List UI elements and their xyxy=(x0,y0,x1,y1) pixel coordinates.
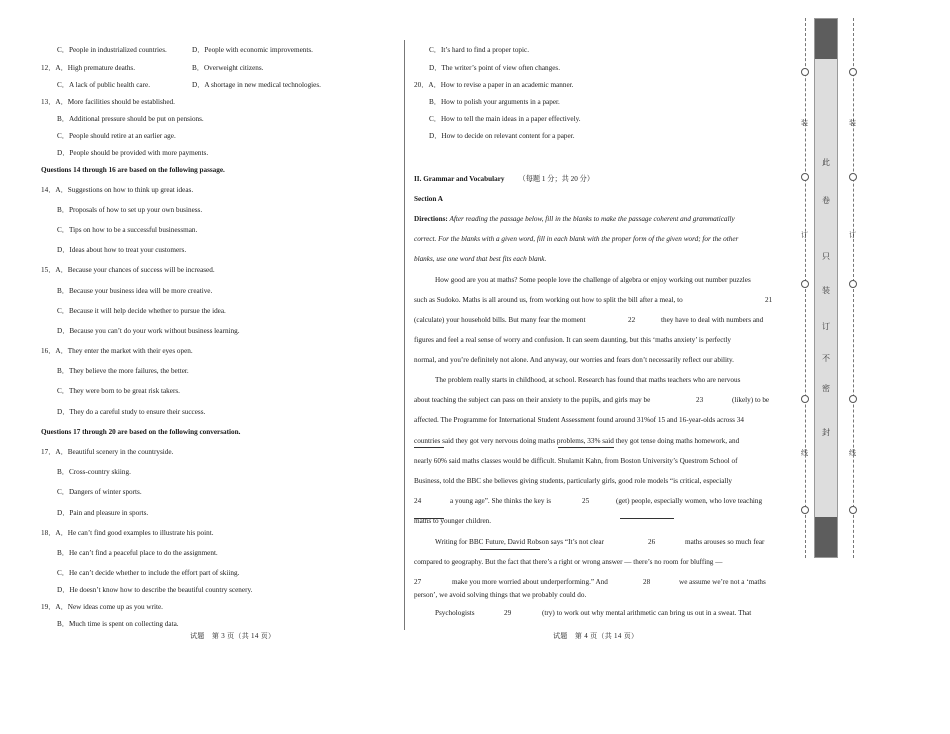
seal-mark: 订 xyxy=(801,231,808,239)
question-line: 15．A．Because your chances of success will be increased. xyxy=(41,266,215,274)
blank-number: 26 xyxy=(648,538,656,546)
right-column xyxy=(405,0,785,734)
left-column xyxy=(0,0,400,734)
question-line: 18．A．He can’t find good examples to illustrate his point. xyxy=(41,529,214,537)
option-line: C．Tips on how to be a successful businessman. xyxy=(57,226,198,234)
seal-circle xyxy=(849,68,857,76)
passage-line: Business, told the BBC she believes giving students, particularly girls, good role models “is critical, especially xyxy=(414,477,732,485)
option-line: B．Overweight citizens. xyxy=(192,64,264,72)
option-line: C．People in industrialized countries. xyxy=(57,46,167,54)
question-group-heading: Questions 14 through 16 are based on the following passage. xyxy=(41,166,225,174)
passage-line: affected. The Programme for International Student Assessment found around 31%of 15 and 16-year-olds across 34 xyxy=(414,416,744,424)
page-footer-right: 试题 第 4 页（共 14 页） xyxy=(553,632,639,640)
passage-line: make you more worried about underperforming.” And xyxy=(452,578,608,586)
section-score: （每题 1 分；共 20 分） xyxy=(518,175,595,183)
binding-strip xyxy=(814,18,838,558)
passage-line: countries said they got very nervous doing maths problems, 33% said they got tense doing maths homework, and xyxy=(414,437,740,445)
passage-line: they have to deal with numbers and xyxy=(661,316,764,324)
blank-number: 24 xyxy=(414,497,422,505)
option-line: D．They do a careful study to ensure their success. xyxy=(57,408,206,416)
passage-line: The problem really starts in childhood, at school. Research has found that maths teachers who are nervous xyxy=(435,376,741,384)
seal-circle xyxy=(849,395,857,403)
option-line: D．Ideas about how to treat your customers. xyxy=(57,246,187,254)
passage-line: (try) to work out why mental arithmetic can bring us out in a sweat. That xyxy=(542,609,752,617)
seal-circle xyxy=(849,280,857,288)
seal-mark: 订 xyxy=(849,231,856,239)
passage-line: Writing for BBC Future, David Robson says “It’s not clear xyxy=(435,538,604,546)
seal-mark: 装 xyxy=(801,119,808,127)
passage-line: person’, we avoid solving things that we probably could do. xyxy=(414,591,587,599)
blank-number: 21 xyxy=(765,296,773,304)
directions-line xyxy=(414,216,735,223)
option-line: B．Proposals of how to set up your own business. xyxy=(57,206,203,214)
question-group-heading: Questions 17 through 20 are based on the following conversation. xyxy=(41,428,241,436)
directions-line: blanks, use one word that best fits each blank. xyxy=(414,255,547,263)
option-line: C．Because it will help decide whether to pursue the idea. xyxy=(57,307,226,315)
seal-circle xyxy=(801,280,809,288)
passage-line: about teaching the subject can pass on their anxiety to the pupils, and girls may be xyxy=(414,396,651,404)
passage-line: normal, and you’re definitely not alone. And anyway, our worries and fears don’t necessarily reflect our ability. xyxy=(414,356,734,364)
binding-char: 此 xyxy=(822,158,830,167)
section-title: II. Grammar and Vocabulary xyxy=(414,175,505,183)
option-line: C．He can’t decide whether to include the effort part of skiing. xyxy=(57,569,240,577)
option-line: D．He doesn’t know how to describe the beautiful country scenery. xyxy=(57,586,253,594)
binding-strip-top xyxy=(815,19,837,59)
passage-line: we assume we’re not a ‘maths xyxy=(679,578,766,586)
binding-margin xyxy=(786,0,950,734)
blank-number: 25 xyxy=(582,497,590,505)
option-line: B．Because your business idea will be more creative. xyxy=(57,287,213,295)
blank-underline xyxy=(620,518,674,519)
blank-number: 28 xyxy=(643,578,651,586)
passage-line: nearly 60% said maths classes would be difficult. Shulamit Kahn, from Boston University’s Questrom School of xyxy=(414,457,738,465)
question-line: 12．A．High premature deaths. xyxy=(41,64,136,72)
passage-line: maths to younger children. xyxy=(414,517,492,525)
binding-strip-bottom xyxy=(815,517,837,557)
passage-line: How good are you at maths? Some people love the challenge of algebra or enjoy working out number puzzles xyxy=(435,276,751,284)
option-line: B．Additional pressure should be put on pensions. xyxy=(57,115,204,123)
option-line: B．He can’t find a peaceful place to do the assignment. xyxy=(57,549,218,557)
passage-line: maths arouses so much fear xyxy=(685,538,765,546)
binding-char: 只 xyxy=(822,252,830,261)
blank-underline xyxy=(558,447,614,448)
binding-char: 装 xyxy=(822,286,830,295)
seal-circle xyxy=(801,173,809,181)
passage-line: Psychologists xyxy=(435,609,475,617)
option-line: D．People with economic improvements. xyxy=(192,46,313,54)
option-line: C．How to tell the main ideas in a paper effectively. xyxy=(429,115,581,123)
binding-char: 订 xyxy=(822,322,830,331)
seal-circle xyxy=(801,506,809,514)
blank-underline xyxy=(414,447,444,448)
option-line: D．A shortage in new medical technologies. xyxy=(192,81,321,89)
binding-char: 封 xyxy=(822,428,830,437)
section-a-label: Section A xyxy=(414,195,443,203)
seal-circle xyxy=(849,506,857,514)
seal-mark: 线 xyxy=(801,449,808,457)
option-line: C．It’s hard to find a proper topic. xyxy=(429,46,530,54)
directions-line: correct. For the blanks with a given word, fill in each blank with the proper form of the given word; for the other xyxy=(414,235,739,243)
question-line: 13．A．More facilities should be established. xyxy=(41,98,175,106)
option-line: D．How to decide on relevant content for a paper. xyxy=(429,132,575,140)
directions-text: After reading the passage below, fill in the blanks to make the passage coherent and grammatically xyxy=(447,215,735,223)
question-line: 16．A．They enter the market with their eyes open. xyxy=(41,347,193,355)
blank-number: 23 xyxy=(696,396,704,404)
seal-circle xyxy=(801,68,809,76)
blank-number: 29 xyxy=(504,609,512,617)
option-line: B．Cross-country skiing. xyxy=(57,468,131,476)
binding-char: 密 xyxy=(822,384,830,393)
option-line: B．How to polish your arguments in a paper. xyxy=(429,98,560,106)
question-line: 20．A．How to revise a paper in an academic manner. xyxy=(414,81,574,89)
option-line: D．The writer’s point of view often changes. xyxy=(429,64,561,72)
option-line: B．Much time is spent on collecting data. xyxy=(57,620,179,628)
blank-underline xyxy=(480,549,540,550)
passage-line: such as Sudoko. Maths is all around us, from working out how to split the bill after a meal, to xyxy=(414,296,683,304)
seal-mark: 线 xyxy=(849,449,856,457)
option-line: D．Pain and pleasure in sports. xyxy=(57,509,149,517)
option-line: B．They believe the more failures, the better. xyxy=(57,367,189,375)
passage-line: figures and feel a real sense of worry and confusion. It can seem daunting, but this ‘maths anxiety’ is perfectly xyxy=(414,336,732,344)
seal-circle xyxy=(801,395,809,403)
binding-char: 卷 xyxy=(822,196,830,205)
passage-line: a young age”. She thinks the key is xyxy=(450,497,552,505)
blank-number: 27 xyxy=(414,578,422,586)
passage-line: (calculate) your household bills. But many fear the moment xyxy=(414,316,586,324)
passage-line: (likely) to be xyxy=(732,396,770,404)
passage-line: (get) people, especially women, who love teaching xyxy=(616,497,763,505)
option-line: C．They were born to be great risk takers. xyxy=(57,387,180,395)
question-line: 14．A．Suggestions on how to think up great ideas. xyxy=(41,186,194,194)
seal-circle xyxy=(849,173,857,181)
binding-char: 不 xyxy=(822,354,830,363)
question-line: 19．A．New ideas come up as you write. xyxy=(41,603,163,611)
blank-number: 22 xyxy=(628,316,636,324)
question-line: 17．A．Beautiful scenery in the countryside. xyxy=(41,448,174,456)
option-line: C．People should retire at an earlier age. xyxy=(57,132,176,140)
option-line: C．A lack of public health care. xyxy=(57,81,151,89)
inner-seal-line xyxy=(805,18,806,558)
option-line: C．Dangers of winter sports. xyxy=(57,488,142,496)
option-line: D．Because you can’t do your work without business learning. xyxy=(57,327,240,335)
outer-seal-line xyxy=(853,18,854,558)
section-heading xyxy=(414,176,594,183)
directions-label: Directions: xyxy=(414,215,448,223)
passage-line: compared to geography. But the fact that there’s a right or wrong answer — there’s no room for bluffing — xyxy=(414,558,723,566)
blank-underline xyxy=(414,518,444,519)
page-footer-left: 试题 第 3 页（共 14 页） xyxy=(190,632,276,640)
seal-mark: 装 xyxy=(849,119,856,127)
option-line: D．People should be provided with more payments. xyxy=(57,149,209,157)
